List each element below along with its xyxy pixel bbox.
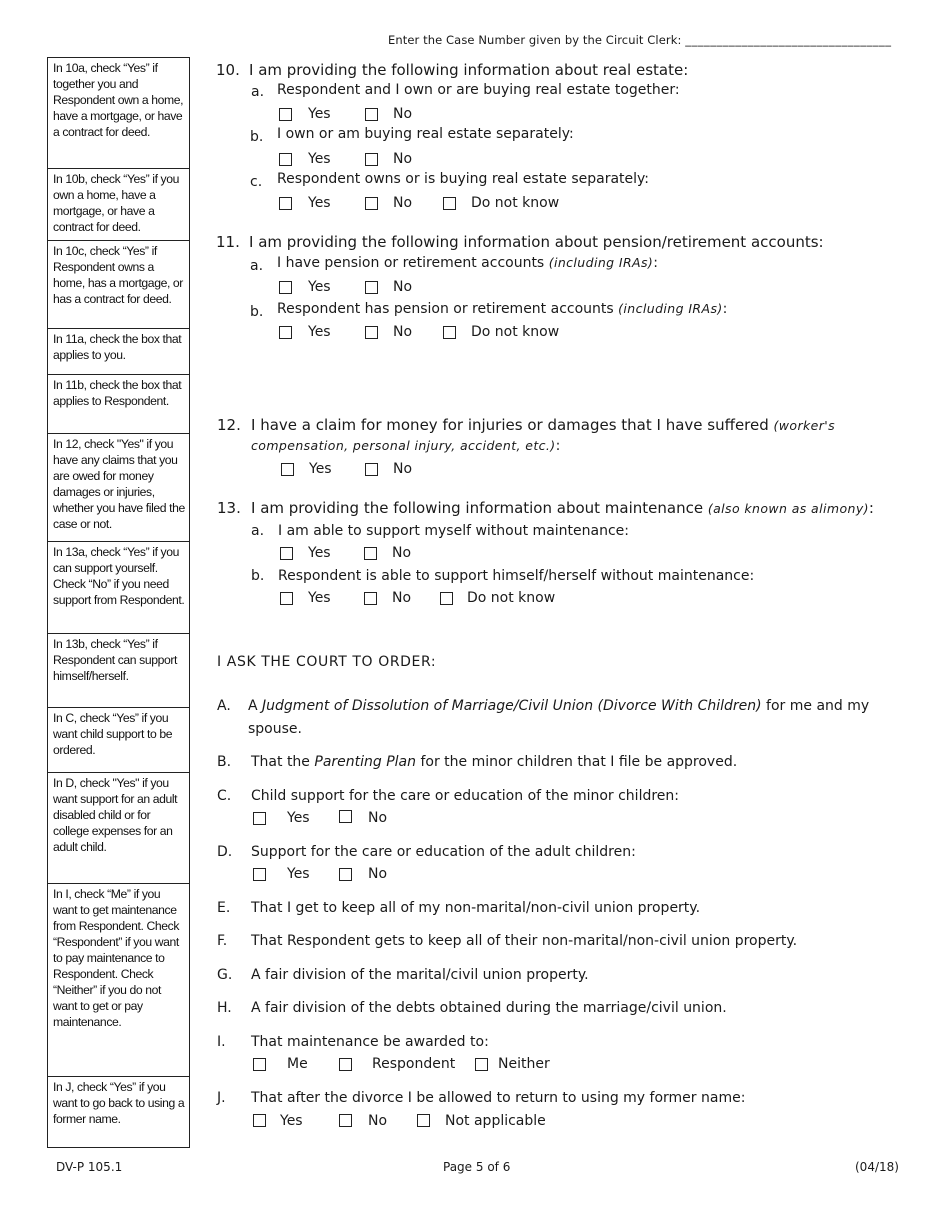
item-c-text: Child support for the care or education of the minor children: xyxy=(251,788,679,804)
item-c-yes-label: Yes xyxy=(287,810,310,826)
footer-form-id: DV-P 105.1 xyxy=(56,1160,123,1174)
item-a-text: A Judgment of Dissolution of Marriage/Civil Union (Divorce With Children) for me and my xyxy=(248,698,870,714)
q10a-text: Respondent and I own or are buying real estate together: xyxy=(277,82,680,98)
q12-yes-checkbox[interactable] xyxy=(281,463,294,476)
q13-text: I am providing the following information about maintenance (also known as alimony): xyxy=(251,499,874,517)
q11b-dnk-checkbox[interactable] xyxy=(443,326,456,339)
item-c-yes-checkbox[interactable] xyxy=(253,812,266,825)
q13b-no-checkbox[interactable] xyxy=(364,592,377,605)
item-h-letter: H. xyxy=(217,1000,232,1016)
q10c-no-checkbox[interactable] xyxy=(365,197,378,210)
q13b-text: Respondent is able to support himself/herself without maintenance: xyxy=(278,568,755,584)
item-c-no-label: No xyxy=(368,810,388,826)
q11a-text: I have pension or retirement accounts (including IRAs): xyxy=(277,255,658,271)
q10c-yes-label: Yes xyxy=(308,195,331,211)
q10c-dnk-label: Do not know xyxy=(471,195,560,211)
q11-number: 11. xyxy=(216,233,240,251)
footer-revision-date: (04/18) xyxy=(855,1160,899,1174)
item-i-me-label: Me xyxy=(287,1056,308,1072)
q11a-yes-label: Yes xyxy=(308,279,331,295)
q11b-letter: b. xyxy=(250,304,264,320)
item-j-yes-label: Yes xyxy=(280,1113,303,1129)
q13b-letter: b. xyxy=(251,568,265,584)
q10b-letter: b. xyxy=(250,129,264,145)
item-d-yes-checkbox[interactable] xyxy=(253,868,266,881)
q10-text: I am providing the following information about real estate: xyxy=(249,61,689,79)
q11b-dnk-label: Do not know xyxy=(471,324,560,340)
q12-no-label: No xyxy=(393,461,413,477)
footer-page-number: Page 5 of 6 xyxy=(443,1160,511,1174)
case-number-field[interactable]: _________________________________ xyxy=(685,33,892,47)
q12-yes-label: Yes xyxy=(309,461,332,477)
instruction-13a: In 13a, check “Yes” if you can support yourself. Check “No” if you need support from Respondent. xyxy=(47,541,190,634)
q13a-no-label: No xyxy=(392,545,412,561)
q10-number: 10. xyxy=(216,61,240,79)
instruction-10b: In 10b, check “Yes” if you own a home, have a mortgage, or have a contract for deed. xyxy=(47,168,190,241)
item-b-text: That the Parenting Plan for the minor children that I file be approved. xyxy=(251,754,738,770)
item-i-neither-label: Neither xyxy=(498,1056,550,1072)
q11a-no-checkbox[interactable] xyxy=(365,281,378,294)
q13a-no-checkbox[interactable] xyxy=(364,547,377,560)
q10c-text: Respondent owns or is buying real estate separately: xyxy=(277,171,650,187)
q10a-no-label: No xyxy=(393,106,413,122)
instruction-d: In D, check "Yes" if you want support for an adult disabled child or for college expenses for an adult child. xyxy=(47,772,190,884)
item-c-letter: C. xyxy=(217,788,232,804)
item-h-text: A fair division of the debts obtained during the marriage/civil union. xyxy=(251,1000,727,1016)
q11b-yes-checkbox[interactable] xyxy=(279,326,292,339)
q11a-no-label: No xyxy=(393,279,413,295)
item-j-yes-checkbox[interactable] xyxy=(253,1114,266,1127)
q11a-yes-checkbox[interactable] xyxy=(279,281,292,294)
item-j-na-label: Not applicable xyxy=(445,1113,546,1129)
q13a-text: I am able to support myself without maintenance: xyxy=(278,523,629,539)
q10c-no-label: No xyxy=(393,195,413,211)
item-j-no-checkbox[interactable] xyxy=(339,1114,352,1127)
q10c-dnk-checkbox[interactable] xyxy=(443,197,456,210)
instruction-c: In C, check “Yes” if you want child support to be ordered. xyxy=(47,707,190,773)
item-d-letter: D. xyxy=(217,844,233,860)
item-a-text-line2: spouse. xyxy=(248,721,302,737)
q13a-yes-label: Yes xyxy=(308,545,331,561)
item-j-text: That after the divorce I be allowed to return to using my former name: xyxy=(251,1090,746,1106)
instruction-10c: In 10c, check “Yes” if Respondent owns a home, has a mortgage, or has a contract for deed. xyxy=(47,240,190,329)
q13b-no-label: No xyxy=(392,590,412,606)
q10a-yes-label: Yes xyxy=(308,106,331,122)
item-d-no-label: No xyxy=(368,866,388,882)
item-i-respondent-checkbox[interactable] xyxy=(339,1058,352,1071)
instruction-j: In J, check “Yes” if you want to go back to using a former name. xyxy=(47,1076,190,1148)
q13b-yes-checkbox[interactable] xyxy=(280,592,293,605)
q11b-no-label: No xyxy=(393,324,413,340)
item-e-text: That I get to keep all of my non-marital/non-civil union property. xyxy=(251,900,701,916)
q11b-text: Respondent has pension or retirement accounts (including IRAs): xyxy=(277,301,728,317)
q11b-no-checkbox[interactable] xyxy=(365,326,378,339)
item-b-letter: B. xyxy=(217,754,232,770)
instruction-13b: In 13b, check “Yes” if Respondent can support himself/herself. xyxy=(47,633,190,708)
q10b-yes-checkbox[interactable] xyxy=(279,153,292,166)
item-c-no-checkbox[interactable] xyxy=(339,810,352,823)
item-i-neither-checkbox[interactable] xyxy=(475,1058,488,1071)
q13a-yes-checkbox[interactable] xyxy=(280,547,293,560)
item-e-letter: E. xyxy=(217,900,231,916)
q11a-letter: a. xyxy=(250,258,264,274)
q12-number: 12. xyxy=(217,416,241,434)
item-i-text: That maintenance be awarded to: xyxy=(251,1034,489,1050)
item-g-text: A fair division of the marital/civil union property. xyxy=(251,967,589,983)
q13a-letter: a. xyxy=(251,523,265,539)
item-j-letter: J. xyxy=(217,1090,226,1106)
item-j-na-checkbox[interactable] xyxy=(417,1114,430,1127)
q10b-text: I own or am buying real estate separately: xyxy=(277,126,574,142)
item-f-letter: F. xyxy=(217,933,228,949)
q10c-yes-checkbox[interactable] xyxy=(279,197,292,210)
q10a-yes-checkbox[interactable] xyxy=(279,108,292,121)
instruction-10a: In 10a, check “Yes” if together you and Respondent own a home, have a mortgage, or have a contract for deed. xyxy=(47,57,190,169)
q13b-dnk-label: Do not know xyxy=(467,590,556,606)
q13-number: 13. xyxy=(217,499,241,517)
instruction-i: In I, check “Me” if you want to get maintenance from Respondent. Check “Respondent” if you want to pay maintenance to Respondent. Check “Neither” if you do not want to get or pay maintenance. xyxy=(47,883,190,1077)
q13b-yes-label: Yes xyxy=(308,590,331,606)
item-i-me-checkbox[interactable] xyxy=(253,1058,266,1071)
court-order-heading: I ASK THE COURT TO ORDER: xyxy=(217,654,437,670)
q11b-yes-label: Yes xyxy=(308,324,331,340)
instruction-11a: In 11a, check the box that applies to you. xyxy=(47,328,190,375)
item-d-text: Support for the care or education of the adult children: xyxy=(251,844,636,860)
q10a-no-checkbox[interactable] xyxy=(365,108,378,121)
q10c-letter: c. xyxy=(250,174,263,190)
instruction-12: In 12, check "Yes" if you have any claims that you are owed for money damages or injuries, whether you have filed the case or not. xyxy=(47,433,190,542)
q10b-yes-label: Yes xyxy=(308,151,331,167)
item-j-no-label: No xyxy=(368,1113,388,1129)
case-number-label: Enter the Case Number given by the Circuit Clerk: xyxy=(388,33,682,47)
q12-no-checkbox[interactable] xyxy=(365,463,378,476)
q10b-no-label: No xyxy=(393,151,413,167)
case-number-line xyxy=(388,33,891,47)
q12-text-line2: compensation, personal injury, accident, etc.): xyxy=(251,438,561,454)
item-d-no-checkbox[interactable] xyxy=(339,868,352,881)
item-d-yes-label: Yes xyxy=(287,866,310,882)
q13b-dnk-checkbox[interactable] xyxy=(440,592,453,605)
q12-text: I have a claim for money for injuries or damages that I have suffered (worker's xyxy=(251,416,836,434)
q11-text: I am providing the following information about pension/retirement accounts: xyxy=(249,233,824,251)
item-f-text: That Respondent gets to keep all of their non-marital/non-civil union property. xyxy=(251,933,798,949)
q10b-no-checkbox[interactable] xyxy=(365,153,378,166)
item-i-respondent-label: Respondent xyxy=(372,1056,456,1072)
item-g-letter: G. xyxy=(217,967,233,983)
q10a-letter: a. xyxy=(251,84,265,100)
item-i-letter: I. xyxy=(217,1034,226,1050)
item-a-letter: A. xyxy=(217,698,231,714)
instruction-11b: In 11b, check the box that applies to Respondent. xyxy=(47,374,190,434)
